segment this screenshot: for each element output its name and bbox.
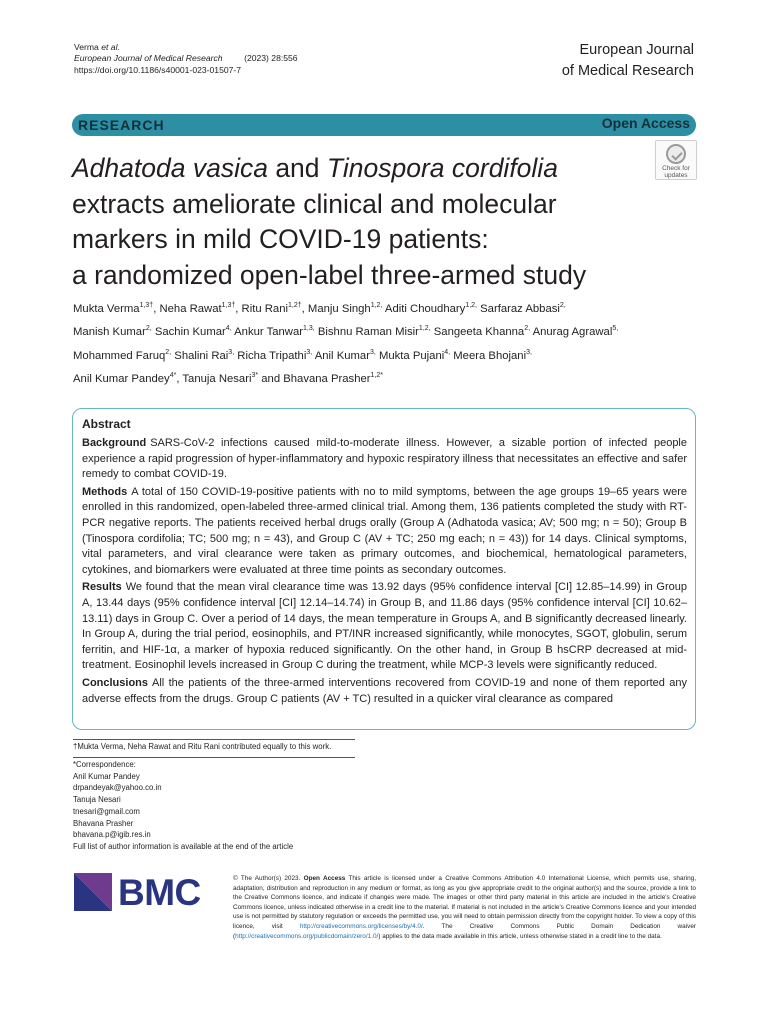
title-conjunction: and: [267, 153, 327, 183]
abstract-background: [82, 436, 687, 483]
header-doi[interactable]: https://doi.org/10.1186/s40001-023-01507-7: [74, 64, 242, 75]
abstract-results: [82, 580, 687, 674]
affiliation-marker: 1,3†: [139, 302, 154, 309]
header-citation-line: [74, 53, 298, 64]
abstract-heading: Abstract: [82, 417, 131, 431]
correspondent-name-1: Anil Kumar Pandey: [73, 771, 140, 781]
abstract-methods: [82, 485, 687, 579]
title-line-4: a randomized open-label three-armed study: [72, 259, 587, 290]
journal-name-line1: European Journal: [579, 42, 694, 58]
results-text: We found that the mean viral clearance time was 13.92 days (95% confidence interval [CI] 12.85–14.99) in Group A, 13.44 days (95% confidence interval [CI] 12.14–14.74) in Group B, and 11.86 days (95% confidence interval [CI] 10.62–13.11) days in Group C. Over a period of 14 days, the mean temperature in Groups A, and B significantly decreased linearly. In Group A, during the trial period, eosinophils, and PT/INR increased significantly, while monocytes, SGOT, globulin, serum ferritin, and HIF-1α, a marker of hypoxia reduced significantly. On the other hand, in Group B hsCRP decreased at mid-treatment. Eosinophil levels increased in Group C during the treatment, while MCP-3 levels were significantly reduced.: [82, 581, 687, 672]
background-text: SARS-CoV-2 infections caused mild-to-moderate illness. However, a sizable portion of infected people experience a rapid progression of hyper-inflammatory and hypoxic respiratory illness that necessitates an effective and safer remedy to combat COVID-19.: [82, 437, 687, 481]
affiliation-marker: 3,: [306, 348, 313, 356]
license-copyright: © The Author(s) 2023.: [233, 875, 304, 882]
footnote-divider: [73, 739, 355, 740]
open-access-label: Open Access: [601, 115, 690, 131]
affiliation-marker: 2,: [165, 348, 172, 356]
header-citation: (2023) 28:556: [244, 53, 298, 64]
equal-contribution-text: †Mukta Verma, Neha Rawat and Ritu Rani contributed equally to this work.: [73, 742, 332, 751]
affiliation-marker: 2,: [524, 325, 531, 333]
author-list: [73, 296, 697, 389]
title-line-2: extracts ameliorate clinical and molecular: [72, 188, 557, 219]
license-body-3: ) applies to the data made available in this article, unless otherwise stated in a credit line to the data.: [378, 932, 662, 940]
affiliation-marker: 1,2,: [370, 302, 383, 309]
affiliation-marker: 1,2,: [465, 302, 477, 309]
affiliation-marker: 4,: [444, 348, 451, 356]
conclusions-text: All the patients of the three-armed interventions recovered from COVID-19 and none of them reported any adverse effects from the drugs. Group C patients (AV + TC) resulted in a quicker viral clearance as compared: [82, 676, 687, 705]
affiliation-marker: 4*: [169, 371, 177, 379]
header-author-line: [74, 42, 298, 53]
journal-name: [562, 40, 694, 82]
affiliation-marker: 2,: [559, 302, 566, 309]
check-for-updates-icon: [666, 144, 686, 164]
bmc-logo-text: BMC: [118, 872, 201, 913]
check-for-updates-button[interactable]: [655, 140, 697, 180]
correspondence-label: *Correspondence:: [73, 760, 136, 769]
correspondent-email-2[interactable]: tnesari@gmail.com: [73, 806, 140, 816]
article-type-banner: [72, 114, 696, 136]
correspondent-name-2: Tanuja Nesari: [73, 795, 121, 805]
affiliation-marker: 1,3,: [303, 325, 315, 333]
license-body-1: This article is licensed under a Creative Commons Attribution 4.0 International License, which permits use, sharing, adaptation, distribution and reproduction in any medium or format, as long as you give appropriate credit to the original author(s) and the source, provide a link to the Creative Commons licence, and indicate if changes were made. The images or other third party material in this article are included in the article's Creative Commons licence, unless indicated otherwise in a credit line to the material. If material is not included in the article's Creative Commons licence and your intended use is not permitted by statutory regulation or exceeds the permitted use, you will need to obtain permission directly from the copyright holder. To view a copy of this licence, visit: [233, 875, 696, 930]
abstract-conclusions: [82, 676, 687, 707]
author-line-1: Mukta Verma$^{1,3\dagger}$, Neha Rawat$^{1,3\dagger}$, Ritu Rani$^{1,2\dagger}$, Manju Singh$^{1,2,}$ Aditi Choudhary$^{1,2,}$ Sarfaraz Abbasi$^{2,}$: [73, 302, 566, 315]
journal-name-line2: of Medical Research: [561, 63, 694, 79]
author-line-4: Anil Kumar Pandey$^{4*}$, Tanuja Nesari$^{3*}$ and Bhavana Prasher$^{1,2*}$: [73, 371, 383, 385]
author-line-2: Manish Kumar$^{2,}$ Sachin Kumar$^{4,}$ Ankur Tanwar$^{1,3,}$ Bishnu Raman Misir$^{1,2,}$ Sangeeta Khanna$^{2,}$ Anurag Agrawal$^{5,}$: [73, 325, 619, 339]
background-label: Background: [82, 437, 147, 449]
correspondent-name-3: Bhavana Prasher: [73, 818, 134, 828]
affiliation-marker: 3,: [228, 348, 235, 356]
bmc-logo: [74, 873, 214, 913]
results-label: Results: [82, 581, 122, 594]
methods-text: A total of 150 COVID-19-positive patients with no to mild symptoms, between the age groups 19–65 years were enrolled in this randomized, open-labeled three-armed clinical trial. Among them, 136 patients completed the study with RT-PCR negative reports. The patients received herbal drugs orally (Group A (Adhatoda vasica; AV; 500 mg; n = 50); Group B (Tinospora cordifolia; TC; 500 mg; n = 43), and Group C (AV + TC; 250 mg each; n = 43)) for 14 days. Clinical symptoms, vital parameters, and viral clearance were taken as primary outcomes, and biochemical, hematological parameters, cytokines, and biomarkers were evaluated at three time points as secondary outcomes.: [82, 485, 687, 576]
conclusions-label: Conclusions: [82, 676, 149, 689]
affiliation-marker: 1,2†: [288, 302, 302, 309]
title-species-2: Tinospora cordifolia: [326, 153, 558, 183]
correspondent-email-1[interactable]: drpandeyak@yahoo.co.in: [73, 783, 162, 793]
header-journal: European Journal of Medical Research: [74, 53, 223, 64]
header-author: Verma: [74, 42, 102, 52]
abstract-box: [72, 408, 696, 730]
license-link-cc-by[interactable]: http://creativecommons.org/licenses/by/4.0/: [299, 922, 423, 930]
affiliation-marker: 5,: [612, 325, 619, 333]
license-body-2: . The Creative Commons Public Domain Dedication waiver (: [233, 922, 696, 940]
affiliation-marker: 1,3†: [221, 302, 236, 309]
article-header-left: [74, 42, 298, 76]
check-updates-line1: Check for: [662, 165, 690, 172]
affiliation-marker: 1,2,: [418, 325, 431, 333]
bmc-logo-mark-icon: [74, 873, 112, 911]
correspondence-block: [73, 759, 513, 853]
check-updates-line2: updates: [664, 172, 688, 179]
article-title: [72, 151, 652, 293]
header-etal: et al.: [101, 42, 120, 52]
affiliation-marker: 3*: [251, 371, 259, 379]
affiliation-marker: 1,2*: [370, 371, 383, 379]
license-link-cc0[interactable]: http://creativecommons.org/publicdomain/zero/1.0/: [235, 932, 379, 940]
methods-label: Methods: [82, 485, 128, 498]
affiliation-marker: 4,: [225, 325, 232, 333]
license-open-access: Open Access: [303, 875, 346, 882]
affiliation-marker: 3,: [526, 348, 532, 356]
equal-contribution-note: [73, 741, 513, 752]
title-species-1: Adhatoda vasica: [72, 153, 268, 183]
title-line-3: markers in mild COVID-19 patients:: [72, 224, 489, 254]
license-statement: [233, 874, 696, 941]
affiliation-marker: 3,: [369, 348, 376, 356]
author-line-3: Mohammed Faruq$^{2,}$ Shalini Rai$^{3,}$ Richa Tripathi$^{3,}$ Anil Kumar$^{3,}$ Mukta Pujani$^{4,}$ Meera Bhojani$^{3,}$: [73, 348, 532, 362]
affiliation-marker: 2,: [145, 325, 152, 333]
author-info-note: Full list of author information is available at the end of the article: [73, 841, 294, 851]
correspondence-divider: [73, 757, 355, 758]
correspondent-email-3[interactable]: bhavana.p@igib.res.in: [73, 830, 151, 840]
article-type-label: RESEARCH: [78, 117, 165, 133]
